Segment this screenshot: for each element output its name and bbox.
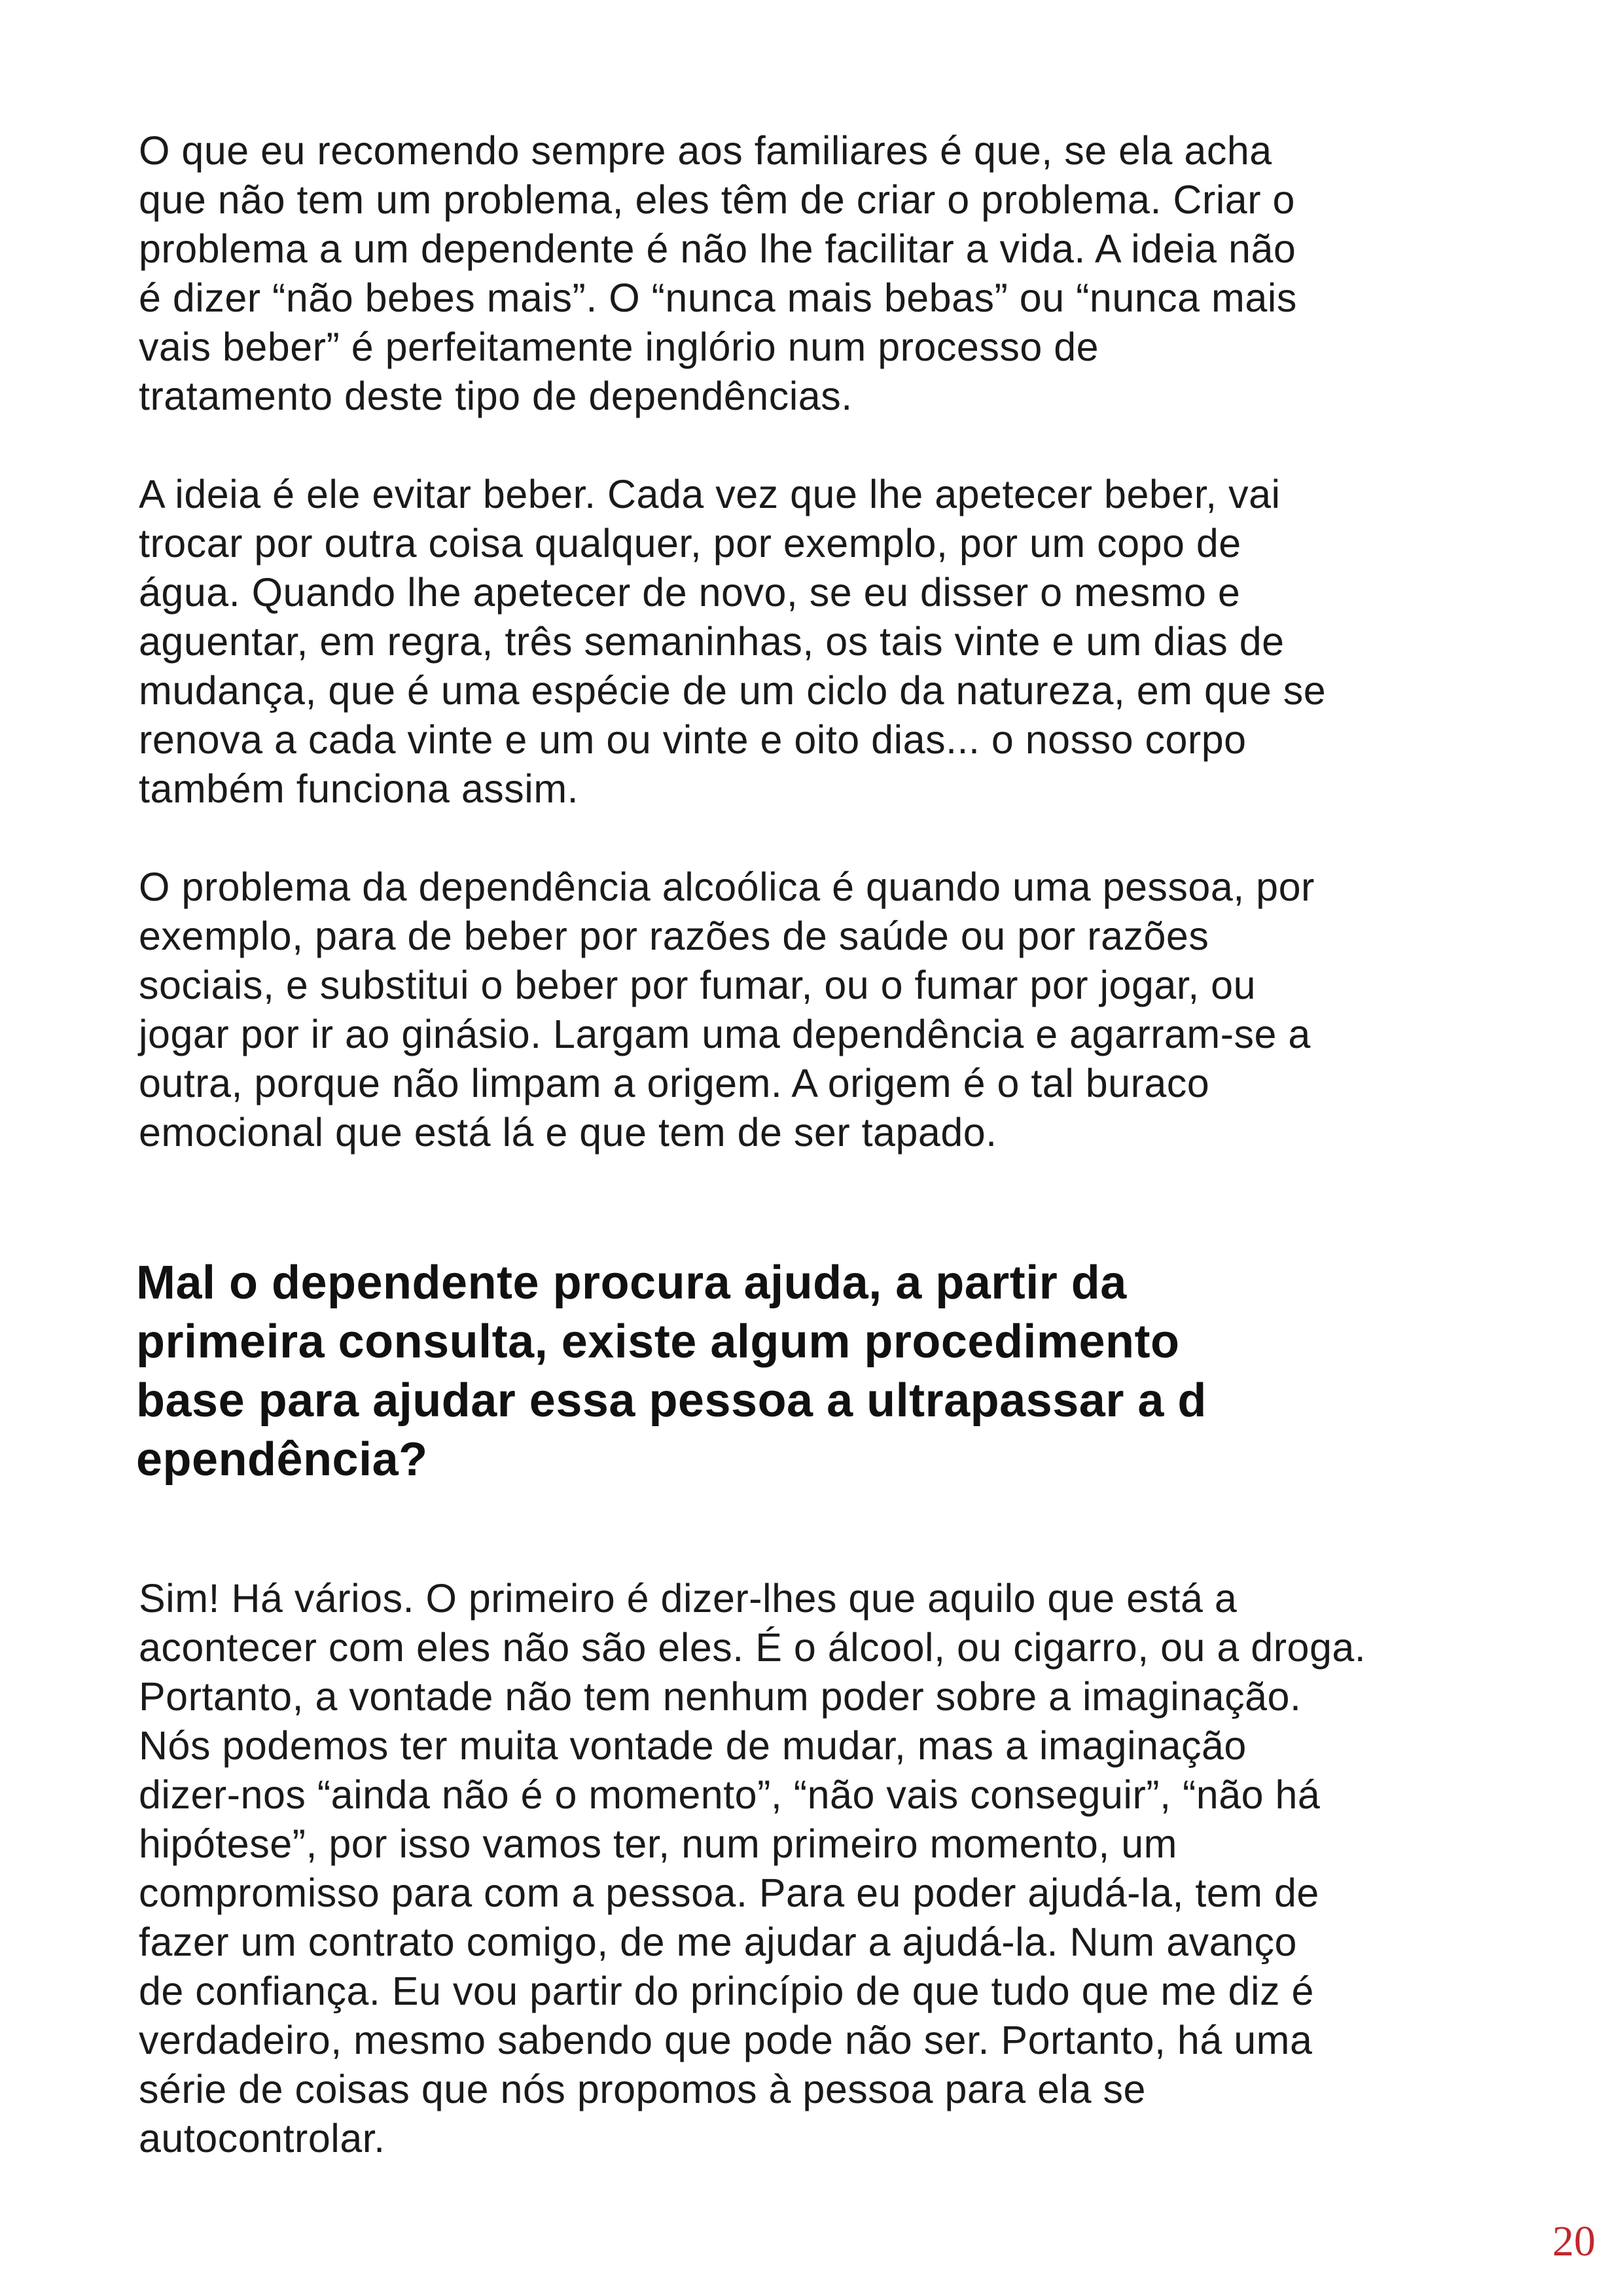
heading-line: base para ajudar essa pessoa a ultrapassar a d: [136, 1374, 1207, 1427]
paragraph-line: Portanto, a vontade não tem nenhum poder sobre a imaginação.: [139, 1674, 1302, 1719]
paragraph-line: exemplo, para de beber por razões de saúde ou por razões: [139, 914, 1209, 958]
paragraph-line: fazer um contrato comigo, de me ajudar a ajudá-la. Num avanço: [139, 1920, 1297, 1964]
paragraph-line: dizer-nos “ainda não é o momento”, “não vais conseguir”, “não há: [139, 1772, 1321, 1817]
paragraph-line: sociais, e substitui o beber por fumar, ou o fumar por jogar, ou: [139, 963, 1257, 1007]
paragraph-line: é dizer “não bebes mais”. O “nunca mais bebas” ou “nunca mais: [139, 276, 1297, 320]
paragraph-line: emocional que está lá e que tem de ser tapado.: [139, 1110, 997, 1155]
paragraph-line: hipótese”, por isso vamos ter, num primeiro momento, um: [139, 1821, 1177, 1866]
paragraph-line: de confiança. Eu vou partir do princípio de que tudo que me diz é: [139, 1969, 1314, 2013]
paragraph-line: renova a cada vinte e um ou vinte e oito dias... o nosso corpo: [139, 717, 1247, 762]
paragraph-line: tratamento deste tipo de dependências.: [139, 374, 853, 418]
paragraph-line: acontecer com eles não são eles. É o álcool, ou cigarro, ou a droga.: [139, 1625, 1366, 1670]
paragraph-line: autocontrolar.: [139, 2116, 385, 2161]
body-paragraph-3: [139, 863, 1507, 1157]
paragraph-line: compromisso para com a pessoa. Para eu poder ajudá-la, tem de: [139, 1871, 1319, 1915]
paragraph-line: jogar por ir ao ginásio. Largam uma dependência e agarram-se a: [139, 1012, 1311, 1056]
page-number: 20: [1552, 2217, 1596, 2265]
paragraph-line: Nós podemos ter muita vontade de mudar, mas a imaginação: [139, 1723, 1247, 1768]
body-paragraph-2: [139, 470, 1507, 814]
paragraph-line: O que eu recomendo sempre aos familiares é que, se ela acha: [139, 128, 1272, 173]
paragraph-line: série de coisas que nós propomos à pessoa para ela se: [139, 2067, 1146, 2111]
paragraph-line: vais beber” é perfeitamente inglório num processo de: [139, 325, 1099, 369]
heading-line: Mal o dependente procura ajuda, a partir da: [136, 1257, 1127, 1309]
body-paragraph-1: [139, 126, 1507, 421]
paragraph-line: A ideia é ele evitar beber. Cada vez que lhe apetecer beber, vai: [139, 472, 1281, 516]
paragraph-line: mudança, que é uma espécie de um ciclo da natureza, em que se: [139, 668, 1327, 713]
paragraph-line: outra, porque não limpam a origem. A origem é o tal buraco: [139, 1061, 1210, 1105]
paragraph-line: problema a um dependente é não lhe facilitar a vida. A ideia não: [139, 226, 1296, 271]
paragraph-line: trocar por outra coisa qualquer, por exemplo, por um copo de: [139, 521, 1241, 565]
paragraph-line: também funciona assim.: [139, 766, 579, 811]
heading-line: primeira consulta, existe algum procedimento: [136, 1316, 1180, 1368]
paragraph-line: aguentar, em regra, três semaninhas, os tais vinte e um dias de: [139, 619, 1285, 664]
heading-line: ependência?: [136, 1433, 428, 1486]
paragraph-line: O problema da dependência alcoólica é quando uma pessoa, por: [139, 865, 1315, 909]
question-heading: [136, 1253, 1510, 1489]
paragraph-line: água. Quando lhe apetecer de novo, se eu disser o mesmo e: [139, 570, 1241, 615]
paragraph-line: verdadeiro, mesmo sabendo que pode não ser. Portanto, há uma: [139, 2018, 1313, 2062]
answer-paragraph: [139, 1574, 1507, 2163]
paragraph-line: Sim! Há vários. O primeiro é dizer-lhes que aquilo que está a: [139, 1576, 1238, 1621]
paragraph-line: que não tem um problema, eles têm de criar o problema. Criar o: [139, 177, 1295, 222]
